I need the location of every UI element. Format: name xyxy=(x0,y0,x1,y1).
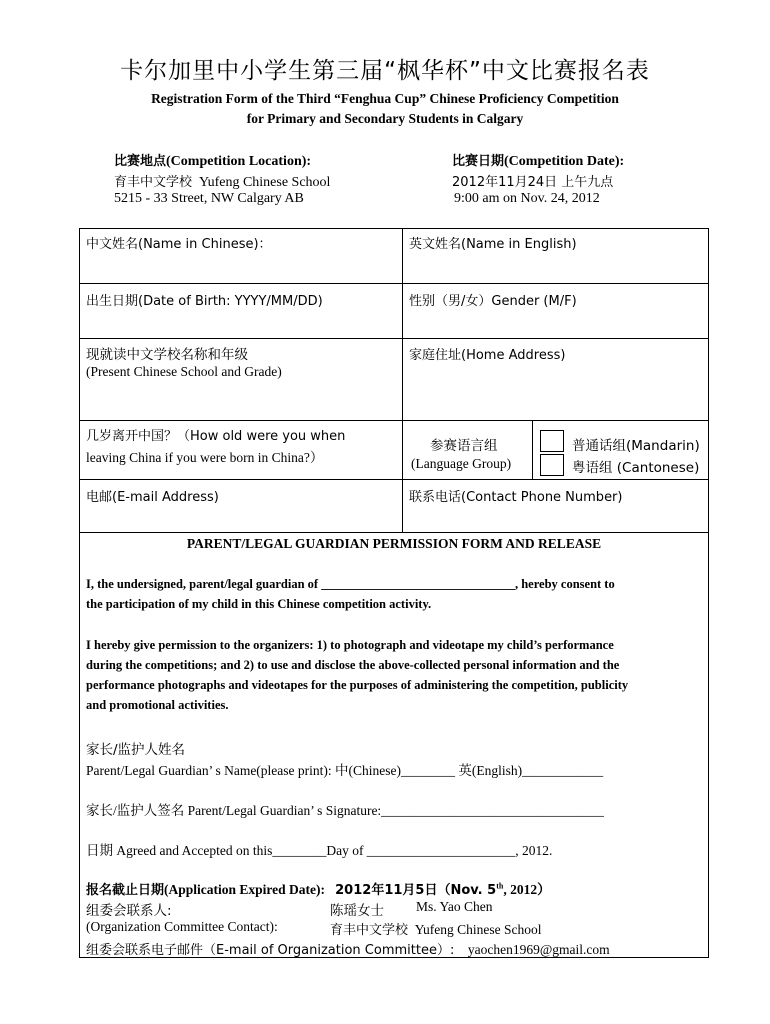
org-contact-label-en: (Organization Committee Contact): xyxy=(86,919,278,934)
permission-heading: PARENT/LEGAL GUARDIAN PERMISSION FORM AND RELEASE xyxy=(186,536,602,551)
permission-para1-line2: the participation of my child in this Chinese competition activity. xyxy=(86,597,432,611)
expiry-date: 2012年11月5日（Nov. 5 xyxy=(335,883,497,898)
org-school-en: Yufeng Chinese School xyxy=(414,922,542,937)
date-label-en: (Competition Date): xyxy=(504,154,625,169)
mandarin-label: 普通话组(Mandarin) xyxy=(572,438,700,454)
field-email[interactable]: 电邮(E-mail Address) xyxy=(86,490,219,505)
location-school-cn: 育丰中文学校 xyxy=(114,175,193,190)
page-title: 卡尔加里中小学生第三届“枫华杯”中文比赛报名表 xyxy=(120,58,650,84)
field-age-left-china-line1: 几岁离开中国？（How old were you when xyxy=(86,429,346,444)
guardian-name-field[interactable]: Parent/Legal Guardian’ s Name(please print): 中(Chinese)________ 英(English)____________ xyxy=(86,763,604,778)
field-contact-phone[interactable]: 联系电话(Contact Phone Number) xyxy=(409,490,623,505)
agreement-date-field[interactable]: 日期 Agreed and Accepted on this________Day of ______________________, 2012. xyxy=(86,843,553,858)
org-school-cn: 育丰中文学校 xyxy=(330,923,409,938)
page-subtitle-line2: for Primary and Secondary Students in Calgary xyxy=(246,111,524,126)
date-cn: 2012年11月24日 上午九点 xyxy=(452,175,614,190)
language-group-label-cn: 参赛语言组 xyxy=(430,438,498,454)
date-label-cn: 比赛日期 xyxy=(452,154,505,169)
cantonese-label: 粤语组 (Cantonese) xyxy=(572,460,700,476)
field-date-of-birth[interactable]: 出生日期(Date of Birth: YYYY/MM/DD) xyxy=(86,294,323,309)
location-school xyxy=(114,171,330,191)
field-age-left-china-line2: leaving China if you were born in China?） xyxy=(86,450,324,465)
location-school-en: Yufeng Chinese School xyxy=(199,175,331,190)
permission-para2-line3: performance photographs and videotapes for the purposes of administering the competition, publicity xyxy=(86,678,629,692)
application-expiry xyxy=(86,878,551,898)
permission-para1-line1: I, the undersigned, parent/legal guardian of _______________________________, hereby consent to xyxy=(86,577,615,591)
org-email-label: 组委会联系电子邮件（E-mail of Organization Committee）: xyxy=(86,943,455,958)
contact-label-cn: 组委会联系人: xyxy=(86,903,172,919)
field-school-label-cn: 现就读中文学校名称和年级 xyxy=(86,347,248,363)
date-label xyxy=(452,150,624,170)
org-school xyxy=(330,919,542,938)
field-name-chinese[interactable]: 中文姓名(Name in Chinese)： xyxy=(86,237,272,252)
date-en: 9:00 am on Nov. 24, 2012 xyxy=(454,191,600,206)
expiry-label-en: (Application Expired Date): xyxy=(164,882,326,897)
location-address: 5215 - 33 Street, NW Calgary AB xyxy=(114,191,304,206)
location-label-cn: 比赛地点 xyxy=(114,154,167,169)
field-name-english[interactable]: 英文姓名(Name in English) xyxy=(409,237,577,252)
field-home-address[interactable]: 家庭住址(Home Address) xyxy=(409,348,566,363)
page-subtitle-line1: Registration Form of the Third “Fenghua Cup” Chinese Proficiency Competition xyxy=(151,91,619,106)
mandarin-checkbox[interactable] xyxy=(540,430,564,452)
contact-name-en: Ms. Yao Chen xyxy=(416,899,493,914)
guardian-name-label-cn: 家长/监护人姓名 xyxy=(86,742,186,758)
permission-paragraph-2 xyxy=(86,635,702,715)
permission-para2-line2: during the competitions; and 2) to use and disclose the above-collected personal information and the xyxy=(86,658,620,672)
permission-paragraph-1 xyxy=(86,574,702,614)
expiry-year: , 2012） xyxy=(503,882,551,897)
language-group-label-en: (Language Group) xyxy=(411,456,512,471)
permission-para2-line4: and promotional activities. xyxy=(86,698,229,712)
expiry-date-sup: th xyxy=(496,881,504,891)
org-email-line xyxy=(86,939,610,958)
location-label-en: (Competition Location): xyxy=(166,154,312,169)
org-email-link[interactable]: yaochen1969@gmail.com xyxy=(467,942,610,957)
guardian-signature-field[interactable]: 家长/监护人签名 Parent/Legal Guardian’ s Signature:_________________________________ xyxy=(86,803,604,818)
location-label xyxy=(114,150,311,170)
cantonese-checkbox[interactable] xyxy=(540,454,564,476)
contact-name-cn: 陈瑶女士 xyxy=(330,903,384,919)
permission-para2-line1: I hereby give permission to the organizers: 1) to photograph and videotape my child’s performance xyxy=(86,638,614,652)
field-gender[interactable]: 性别（男/女）Gender (M/F) xyxy=(409,294,577,309)
expiry-label-cn: 报名截止日期 xyxy=(86,883,165,898)
field-school-label-en: (Present Chinese School and Grade) xyxy=(86,364,282,379)
